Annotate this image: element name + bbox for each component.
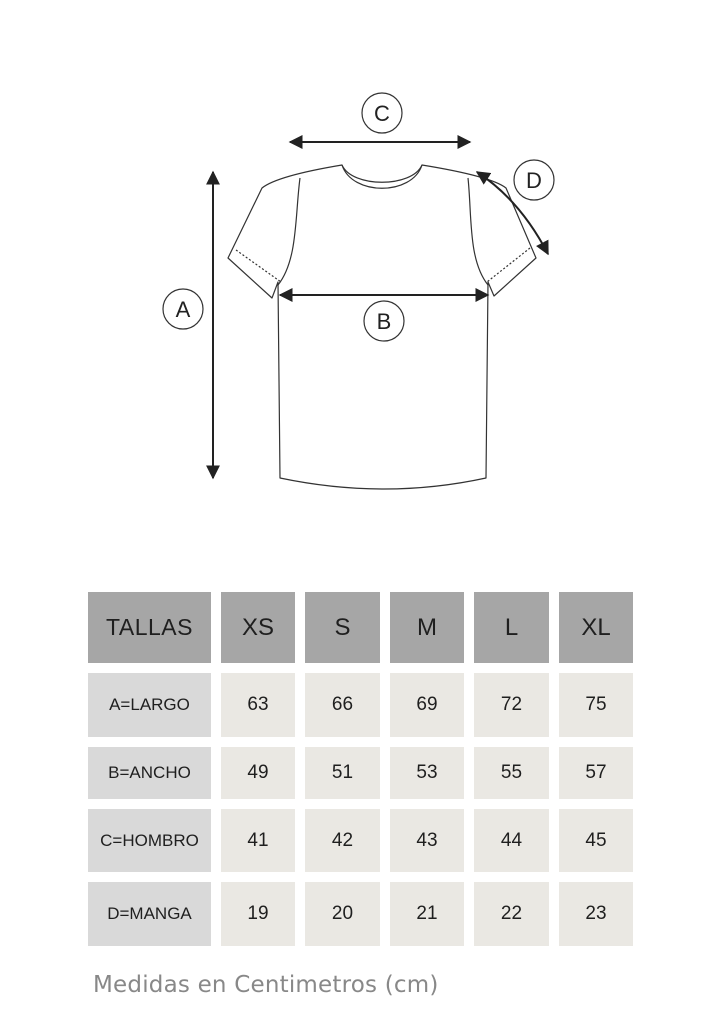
- table-cell: 49: [221, 747, 295, 799]
- table-cell: 72: [474, 673, 549, 737]
- table-cell: 21: [390, 882, 464, 946]
- units-footnote: Medidas en Centimetros (cm): [93, 972, 439, 998]
- table-cell: 42: [305, 809, 380, 872]
- table-cell: 75: [559, 673, 633, 737]
- row-label-hombro: C=HOMBRO: [88, 809, 211, 872]
- header-cell-m: M: [390, 592, 464, 663]
- table-cell: 44: [474, 809, 549, 872]
- dimension-a-label: A: [175, 297, 191, 322]
- table-cell: 53: [390, 747, 464, 799]
- header-cell-l: L: [474, 592, 549, 663]
- header-cell-xs: XS: [221, 592, 295, 663]
- row-label-manga: D=MANGA: [88, 882, 211, 946]
- table-cell: 51: [305, 747, 380, 799]
- header-cell-xl: XL: [559, 592, 633, 663]
- header-cell-s: S: [305, 592, 380, 663]
- dimension-c-label: C: [374, 101, 390, 126]
- header-cell-tallas: TALLAS: [88, 592, 211, 663]
- table-cell: 66: [305, 673, 380, 737]
- table-cell: 22: [474, 882, 549, 946]
- row-label-largo: A=LARGO: [88, 673, 211, 737]
- table-cell: 57: [559, 747, 633, 799]
- table-cell: 19: [221, 882, 295, 946]
- row-label-ancho: B=ANCHO: [88, 747, 211, 799]
- table-cell: 41: [221, 809, 295, 872]
- dimension-b-label: B: [376, 309, 392, 334]
- table-cell: 23: [559, 882, 633, 946]
- table-cell: 55: [474, 747, 549, 799]
- dimension-d-label: D: [526, 168, 542, 193]
- table-cell: 69: [390, 673, 464, 737]
- table-cell: 45: [559, 809, 633, 872]
- table-cell: 43: [390, 809, 464, 872]
- table-cell: 63: [221, 673, 295, 737]
- table-cell: 20: [305, 882, 380, 946]
